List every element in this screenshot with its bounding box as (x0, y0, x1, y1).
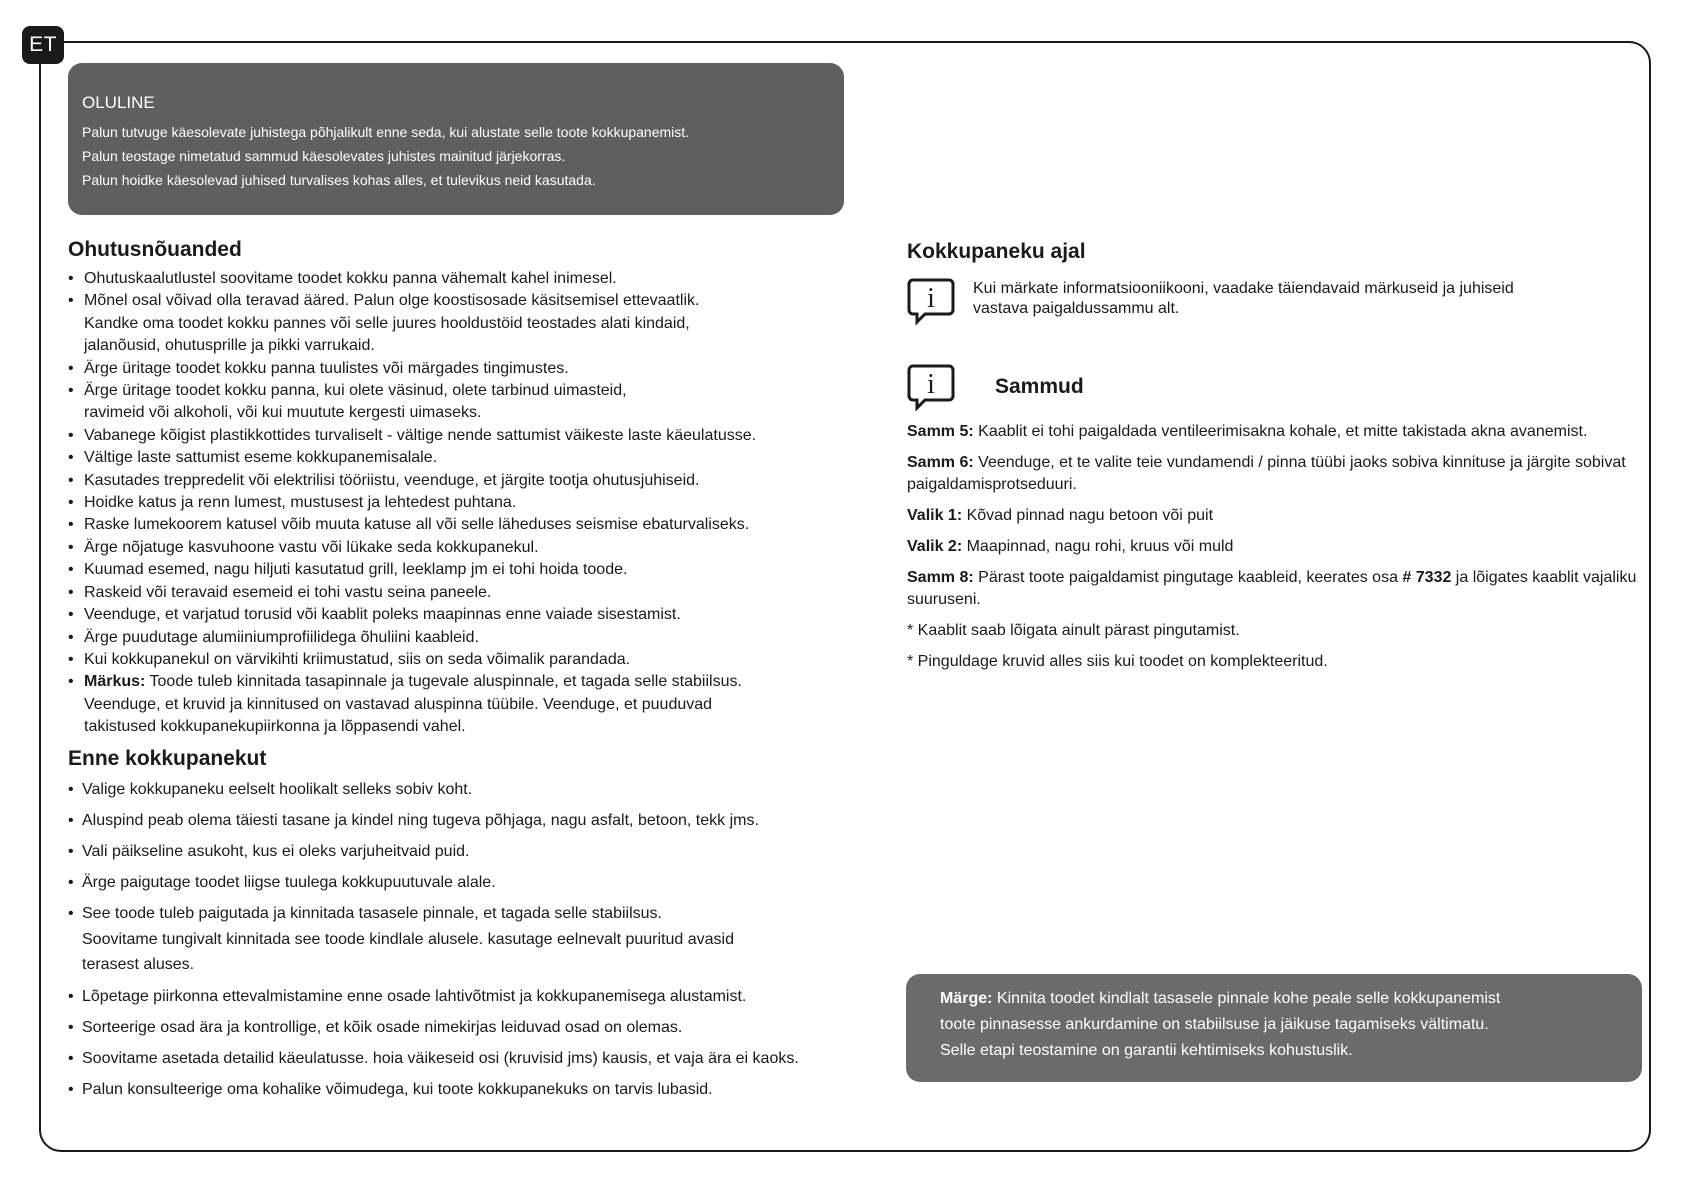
list-item: • Soovitame asetada detailid käeulatusse. hoia väikeseid osi (kruvisid jms) kausis, et vaja ära ei kaoks. (68, 1046, 848, 1072)
step-item: Valik 1: Kõvad pinnad nagu betoon või puit (907, 507, 1214, 524)
list-item: • Kuumad esemed, nagu hiljuti kasutatud grill, leeklamp jm ei tohi hoida toode. (68, 559, 848, 581)
step-note: * Kaablit saab lõigata ainult pärast pingutamist. (907, 622, 1240, 639)
info-icon (907, 362, 955, 412)
important-line: Palun hoidke käesolevad juhised turvalises kohas alles, et tulevikus neid kasutada. (82, 172, 596, 188)
important-line: Palun teostage nimetatud sammud käesolevates juhistes mainitud järjekorras. (82, 148, 566, 164)
list-item: • Aluspind peab olema täiesti tasane ja kindel ning tugeva põhjaga, nagu asfalt, betoon, tekk jms. (68, 808, 848, 834)
list-item: • See toode tuleb paigutada ja kinnitada tasasele pinnale, et tagada selle stabiilsus. Soovitame tungivalt kinnitada see toode kindlale alusele. kasutage eelnevalt puuritud avasid terasest aluses. (68, 901, 848, 978)
svg-text:i: i (927, 369, 935, 400)
safety-note: • Märkus: Toode tuleb kinnitada tasapinnale ja tugevale aluspinnale, et tagada selle stabiilsus. Veenduge, et kruvid ja kinnitused on vastavad aluspinna tüübile. Veenduge, et puuduvad takistused kokkupanekupiirkonna ja lõppasendi vahel. (68, 671, 848, 738)
list-item: • Ohutuskaalutlustel soovitame toodet kokku panna vähemalt kahel inimesel. (68, 268, 848, 290)
part-number: # 7332 (1402, 569, 1452, 586)
during-heading: Kokkupaneku ajal (907, 240, 1086, 263)
step-item: Samm 8: Pärast toote paigaldamist pingutage kaableid, keerates osa # 7332 ja lõigates kaablit vajaliku suuruseni. (907, 569, 1637, 608)
list-item: • Mõnel osal võivad olla teravad ääred. Palun olge koostisosade käsitsemisel ettevaatlik. Kandke oma toodet kokku pannes või selle juures hooldustöid teostades alati kindaid, jalanõusid, ohutusprille ja pikki varrukaid. (68, 290, 848, 357)
list-item: • Raskeid või teravaid esemeid ei tohi vastu seina paneele. (68, 582, 848, 604)
left-column (68, 238, 848, 1108)
list-item: • Valige kokkupaneku eelselt hoolikalt selleks sobiv koht. (68, 777, 848, 803)
language-tag: ET (22, 26, 64, 64)
info-text: Kui märkate informatsiooniikooni, vaadake täiendavaid märkuseid ja juhiseid vastava paigaldussammu alt. (973, 280, 1514, 317)
list-item: • Vali päikseline asukoht, kus ei oleks varjuheitvaid puid. (68, 839, 848, 865)
list-item: • Ärge üritage toodet kokku panna, kui olete väsinud, olete tarbinud uimasteid, ravimeid või alkoholi, või kui muutute kergesti uimaseks. (68, 380, 848, 425)
info-explanation (907, 276, 1637, 326)
list-item: • Vabanege kõigist plastikkottides turvaliselt - vältige nende sattumist väikeste laste käeulatusse. (68, 425, 848, 447)
step-item: Samm 6: Veenduge, et te valite teie vundamendi / pinna tüübi jaoks sobiva kinnituse ja järgite sobivat paigaldamisprotseduuri. (907, 454, 1626, 493)
safety-list (68, 268, 848, 739)
list-item: • Vältige laste sattumist eseme kokkupanemisalale. (68, 447, 848, 469)
list-item: • Lõpetage piirkonna ettevalmistamine enne osade lahtivõtmist ja kokkupanemisega alustamist. (68, 984, 848, 1010)
important-title: OLULINE (82, 93, 155, 112)
svg-text:i: i (927, 283, 935, 314)
list-item: • Sorteerige osad ära ja kontrollige, et kõik osade nimekirjas leiduvad osad on olemas. (68, 1015, 848, 1041)
list-item: • Kui kokkupanekul on värvikihti kriimustatud, siis on seda võimalik parandada. (68, 649, 848, 671)
list-item: • Palun konsulteerige oma kohalike võimudega, kui toote kokkupanekuks on tarvis lubasid. (68, 1077, 848, 1103)
steps-header (907, 362, 1637, 412)
list-item: • Ärge paigutage toodet liigse tuulega kokkupuutuvale alale. (68, 870, 848, 896)
list-item: • Ärge nõjatuge kasvuhoone vastu või lükake seda kokkupanekul. (68, 537, 848, 559)
right-column (907, 240, 1637, 673)
list-item: • Kasutades treppredelit või elektrilisi tööriistu, veenduge, et järgite tootja ohutusjuhiseid. (68, 470, 848, 492)
info-icon (907, 276, 955, 326)
note-label: Märge: (940, 990, 993, 1007)
important-notice (68, 63, 844, 215)
steps-heading: Sammud (995, 375, 1084, 398)
list-item: • Hoidke katus ja renn lumest, mustusest ja lehtedest puhtana. (68, 492, 848, 514)
list-item: • Veenduge, et varjatud torusid või kaablit poleks maapinnas enne vaiade sisestamist. (68, 604, 848, 626)
list-item: • Ärge puudutage alumiiniumprofiilidega õhuliini kaableid. (68, 627, 848, 649)
safety-heading: Ohutusnõuanded (68, 238, 242, 261)
important-line: Palun tutvuge käesolevate juhistega põhjalikult enne seda, kui alustate selle toote kokkupanemist. (82, 124, 690, 140)
step-item: Samm 5: Kaablit ei tohi paigaldada ventileerimisakna kohale, et mitte takistada akna avanemist. (907, 423, 1588, 440)
step-item: Valik 2: Maapinnad, nagu rohi, kruus või muld (907, 538, 1234, 555)
note-box: Märge: Kinnita toodet kindlalt tasasele pinnale kohe peale selle kokkupanemist toote pinnasesse ankurdamine on stabiilsuse ja jäikuse tagamiseks vältimatu. Selle etapi teostamine on garantii kehtimiseks kohustuslik. (906, 974, 1642, 1082)
before-heading: Enne kokkupanekut (68, 746, 267, 770)
list-item: • Ärge üritage toodet kokku panna tuulistes või märgades tingimustes. (68, 358, 848, 380)
step-note: * Pinguldage kruvid alles siis kui toodet on komplekteeritud. (907, 653, 1328, 670)
list-item: • Raske lumekoorem katusel võib muuta katuse all või selle läheduses seismise ebaturvaliseks. (68, 514, 848, 536)
before-list (68, 777, 848, 1103)
note-label: Märkus: (84, 673, 146, 691)
